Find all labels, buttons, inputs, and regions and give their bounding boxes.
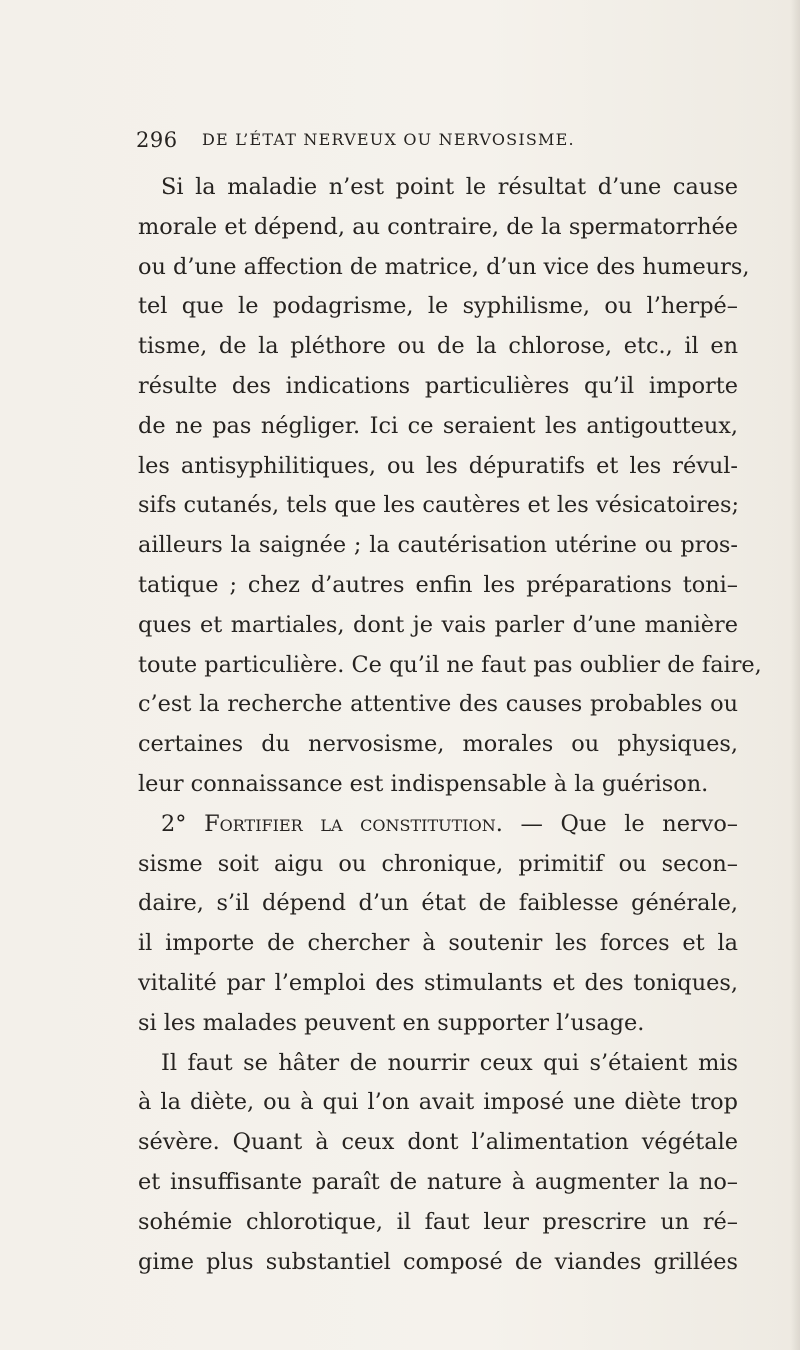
text-line: daire, s’il dépend d’un état de faiblesse générale, <box>138 890 738 917</box>
text-line: de ne pas négliger. Ici ce seraient les antigoutteux, <box>138 412 738 439</box>
text-line: Si la maladie n’est point le résultat d’une cause <box>161 174 738 200</box>
page-edge-shadow <box>790 0 800 1350</box>
page-number: 296 <box>136 128 178 152</box>
text-line: à la diète, ou à qui l’on avait imposé une diète trop <box>138 1089 738 1116</box>
text-line: sisme soit aigu ou chronique, primitif ou secon– <box>138 850 738 877</box>
text-line: ou d’une affection de matrice, d’un vice des humeurs, <box>138 253 750 280</box>
text-line: il importe de chercher à soutenir les forces et la <box>138 930 738 957</box>
text-line: morale et dépend, au contraire, de la spermatorrhée <box>138 213 738 240</box>
running-title: DE L’ÉTAT NERVEUX OU NERVOSISME. <box>202 130 575 149</box>
text-line: ailleurs la saignée ; la cautérisation utérine ou pros- <box>138 532 738 559</box>
running-head <box>136 128 676 162</box>
text-line: les antisyphilitiques, ou les dépuratifs et les révul- <box>138 452 738 479</box>
text-line: tel que le podagrisme, le syphilisme, ou l’herpé– <box>138 293 738 320</box>
section-line <box>138 805 738 845</box>
text-line: certaines du nervosisme, morales ou physiques, <box>138 731 738 758</box>
section-number: 2° <box>161 810 187 837</box>
text-line: tisme, de la pléthore ou de la chlorose, etc., il en <box>138 333 738 360</box>
section-line-rest: — Que le nervo– <box>502 810 739 837</box>
text-line: ques et martiales, dont je vais parler d’une manière <box>138 611 738 638</box>
text-line: sohémie chlorotique, il faut leur prescrire un ré– <box>138 1208 738 1235</box>
text-line: Il faut se hâter de nourrir ceux qui s’étaient mis <box>161 1049 738 1076</box>
text-line: toute particulière. Ce qu’il ne faut pas oublier de faire, <box>138 651 762 678</box>
text-line: leur connaissance est indispensable à la guérison. <box>138 770 709 797</box>
text-line: résulte des indications particulières qu’il importe <box>138 372 738 399</box>
text-line: sifs cutanés, tels que les cautères et les vésicatoires; <box>138 492 739 519</box>
text-line: sévère. Quant à ceux dont l’alimentation végétale <box>138 1129 738 1156</box>
text-line: vitalité par l’emploi des stimulants et des toniques, <box>138 969 738 996</box>
section-heading: Fortifier la constitution. <box>204 810 503 837</box>
text-line: tatique ; chez d’autres enfin les préparations toni– <box>138 571 738 598</box>
text-line: si les malades peuvent en supporter l’usage. <box>138 1009 645 1036</box>
text-line: c’est la recherche attentive des causes probables ou <box>138 691 738 718</box>
text-line: et insuffisante paraît de nature à augmenter la no– <box>138 1168 738 1195</box>
text-line: gime plus substantiel composé de viandes grillées <box>138 1248 738 1275</box>
body-text <box>138 168 762 1282</box>
